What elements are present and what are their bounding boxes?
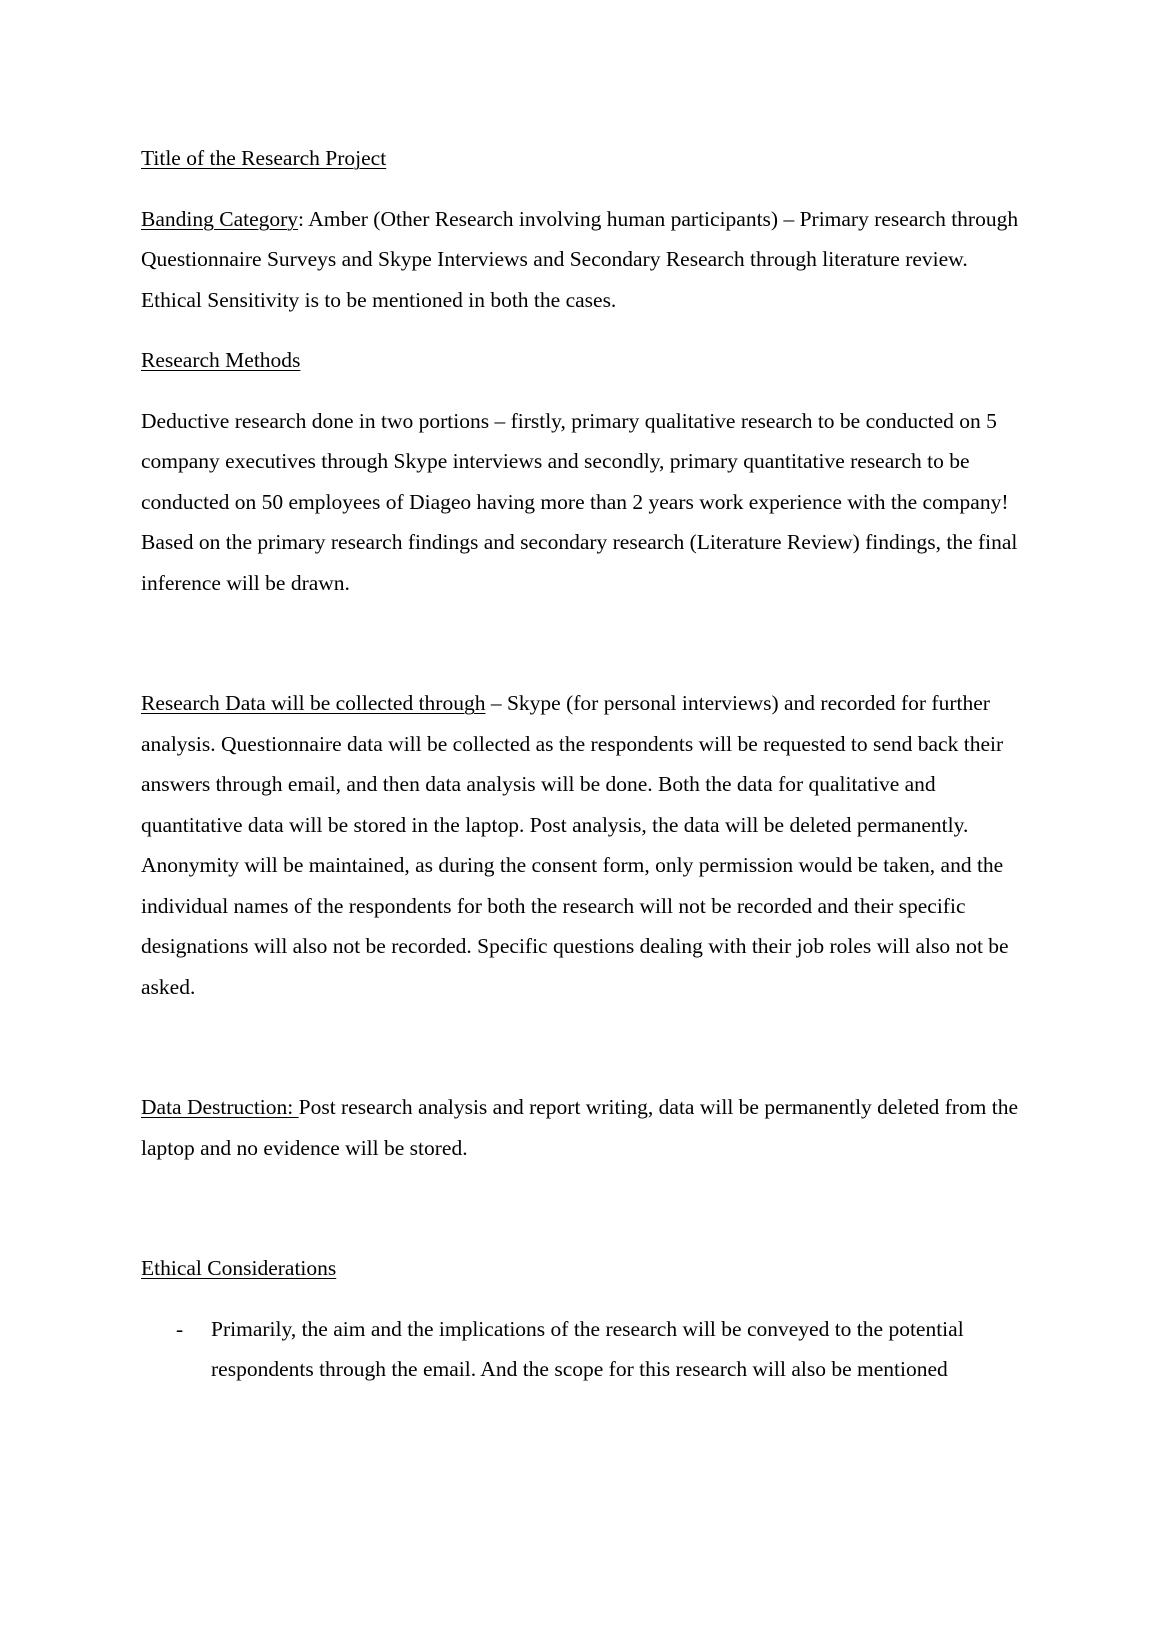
methods-heading (141, 340, 1021, 381)
ethics-heading-text: Ethical Considerations (141, 1256, 337, 1280)
data-collection-paragraph (141, 683, 1021, 1007)
data-destruction-label: Data Destruction: (141, 1095, 299, 1119)
data-destruction-text: Post research analysis and report writing, data will be permanently deleted from the laptop and no evidence will be stored. (141, 1095, 1019, 1160)
banding-paragraph (141, 199, 1021, 321)
methods-paragraph: Deductive research done in two portions – firstly, primary qualitative research to be conducted on 5 company executives through Skype interviews and secondly, primary quantitative research to be conducted on 50 employees of Diageo having more than 2 years work experience with the company! Based on the primary research findings and secondary research (Literature Review) findings, the final inference will be drawn. (141, 408, 1018, 595)
ethics-heading (141, 1248, 1021, 1289)
list-item-text: Primarily, the aim and the implications of the research will be conveyed to the potential respondents through the email. And the scope for this research will also be mentioned (211, 1316, 964, 1381)
banding-text: : Amber (Other Research involving human participants) – Primary research through Questionnaire Surveys and Skype Interviews and Secondary Research through literature review. Ethical Sensitivity is to be mentioned in both the cases. (141, 206, 1019, 312)
data-collection-text: – Skype (for personal interviews) and recorded for further analysis. Questionnaire data will be collected as the respondents will be requested to send back their answers through email, and then data analysis will be done. Both the data for qualitative and quantitative data will be stored in the laptop. Post analysis, the data will be deleted permanently. Anonymity will be maintained, as during the consent form, only permission would be taken, and the individual names of the respondents for both the research will not be recorded and their specific designations will also not be recorded. Specific questions dealing with their job roles will also not be asked. (141, 691, 1009, 999)
methods-heading-text: Research Methods (141, 348, 301, 372)
dash-bullet: - (176, 1316, 184, 1341)
ethics-list (141, 1309, 1021, 1390)
title-heading (141, 138, 1021, 179)
document-page (141, 138, 1021, 1390)
data-collection-label: Research Data will be collected through (141, 691, 486, 715)
title-heading-text: Title of the Research Project (141, 146, 387, 170)
list-item (141, 1309, 1021, 1390)
banding-label: Banding Category (141, 206, 299, 231)
data-destruction-paragraph (141, 1087, 1021, 1168)
